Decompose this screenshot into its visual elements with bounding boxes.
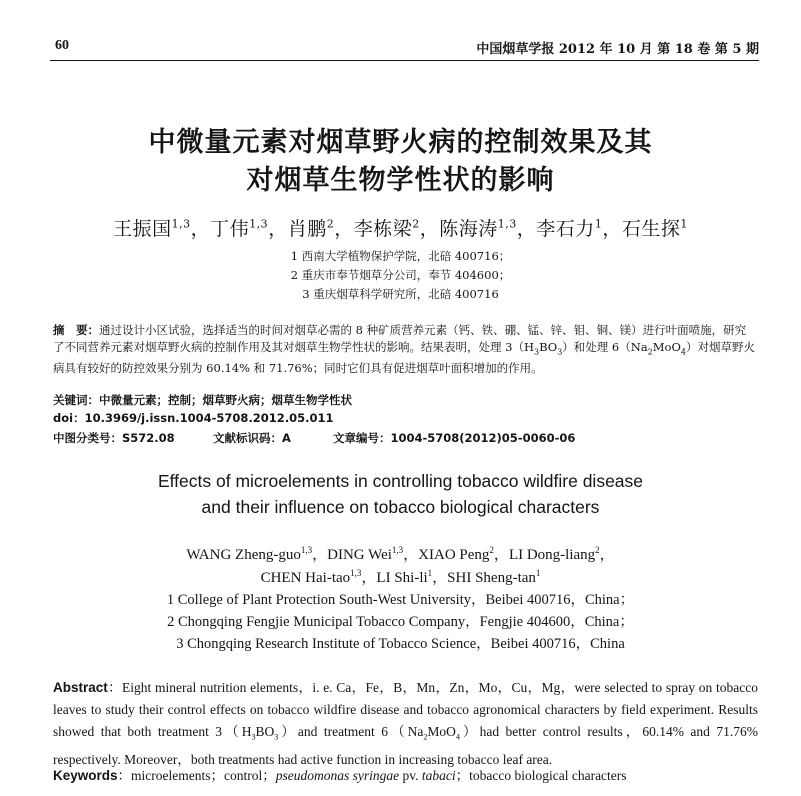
- abstract-en-label: Abstract: [53, 680, 108, 695]
- author-name: 陈海涛: [439, 218, 498, 240]
- author-separator: ，: [599, 547, 615, 563]
- doi: doi：10.3969/j.issn.1004-5708.2012.05.011: [53, 411, 334, 425]
- authors-cn: [0, 214, 801, 241]
- keywords-en-sep: ：: [117, 768, 132, 783]
- abstract-cn-label: 摘 要：: [53, 323, 99, 337]
- keywords-en: [53, 765, 758, 787]
- author-affiliation-mark: 1,3: [350, 568, 362, 578]
- author-name: LI Shi-li: [376, 570, 428, 586]
- document-code: 文献标识码：A: [213, 431, 291, 445]
- abstract-en-text-c: ）and treatment 6（Na: [278, 724, 424, 739]
- author-affiliation-mark: 1: [427, 568, 433, 578]
- author-separator: ，: [334, 218, 354, 240]
- affiliation-en-2: 2 Chongqing Fengjie Municipal Tobacco Company，Fengjie 404600，China；: [167, 614, 634, 630]
- author-affiliation-mark: 1: [594, 217, 603, 231]
- keywords-en-label: Keywords: [53, 768, 118, 783]
- title-cn-line2: 对烟草生物学性状的影响: [246, 165, 555, 196]
- author-name: CHEN Hai-tao: [260, 570, 351, 586]
- clc-number: 中图分类号：S572.08: [53, 431, 175, 445]
- author-name: 李栋梁: [353, 218, 413, 240]
- author-name: SHI Sheng-tan: [447, 570, 536, 586]
- affiliation-cn-2: 2 重庆市奉节烟草分公司，奉节 404600；: [290, 268, 511, 282]
- author-affiliation-mark: 2: [326, 217, 335, 231]
- authors-en-line2: [0, 566, 801, 587]
- affiliation-cn-3: 3 重庆烟草科学研究所，北碚 400716: [302, 287, 499, 301]
- page-number: 60: [55, 38, 69, 53]
- abstract-en-text-b: BO: [255, 724, 275, 739]
- author-separator: ，: [190, 218, 211, 240]
- author-affiliation-mark: 1,3: [249, 217, 269, 231]
- running-header: [55, 36, 759, 56]
- keywords-en-text-c: ；tobacco biological characters: [455, 768, 627, 783]
- sub: 3: [251, 732, 256, 742]
- article-number: 文章编号：1004-5708(2012)05-0060-06: [333, 431, 576, 445]
- abstract-cn: [53, 322, 757, 377]
- author-affiliation-mark: 1,3: [391, 545, 404, 555]
- abstract-cn-text-a: 通过设计小区试验，选择适当的时间对烟草必需的 8 种矿质营养元素（钙、铁、硼、锰、锌、钼、铜、镁）进行叶面喷施，研究了不同营养元素对烟草野火病的控制作用及其对烟草生物学性状的影响。结果表明，处理 3（H: [53, 323, 747, 354]
- abstract-en-sep: ：: [107, 680, 122, 695]
- author-separator: ，: [361, 570, 377, 586]
- abstract-cn-text-e: ）对烟草野火病具有较好的防控效果分别为 60.14% 和 71.76%；同时它们具有促进烟草叶面积增加的作用。: [53, 340, 755, 376]
- sub: 3: [534, 347, 540, 357]
- author-affiliation-mark: 1,3: [171, 217, 191, 231]
- author-affiliation-mark: 1: [680, 217, 688, 231]
- abstract-cn-text-d: MoO: [652, 340, 681, 354]
- author-separator: ，: [312, 547, 328, 563]
- keywords-en-text-b: pv.: [399, 768, 422, 783]
- author-affiliation-mark: 2: [595, 545, 600, 555]
- author-name: LI Dong-liang: [508, 547, 596, 563]
- sub: 2: [647, 347, 653, 357]
- sub: 4: [680, 347, 686, 357]
- author-separator: ，: [602, 218, 622, 240]
- abstract-en-text-d: MoO: [427, 724, 456, 739]
- author-separator: ，: [516, 218, 537, 240]
- affiliation-cn-1: 1 西南大学植物保护学院，北碚 400716；: [290, 249, 511, 263]
- author-separator: ，: [493, 547, 509, 563]
- abstract-en-text-e: ）had better control results，60.14% and 71.76% respectively. Moreover，both treatments had active function in increasing tobacco leaf area.: [53, 724, 758, 767]
- keywords-cn-text: 中微量元素；控制；烟草野火病；烟草生物学性状: [99, 393, 352, 407]
- author-name: 肖鹏: [287, 218, 327, 240]
- author-affiliation-mark: 1,3: [300, 545, 313, 555]
- abstract-cn-text-c: ）和处理 6（Na: [562, 340, 648, 354]
- author-name: DING Wei: [327, 547, 392, 563]
- sub: 3: [557, 347, 563, 357]
- header-rule: [50, 60, 759, 61]
- keywords-en-italic-1: pseudomonas syringae: [275, 768, 400, 783]
- title-en-line1: Effects of microelements in controlling tobacco wildfire disease: [157, 471, 644, 491]
- author-name: 王振国: [113, 218, 172, 240]
- author-name: XIAO Peng: [418, 547, 490, 563]
- abstract-en-text-a: Eight mineral nutrition elements，i. e. Ca，Fe，B，Mn，Zn，Mo，Cu，Mg，were selected to spray on tobacco leaves to study their control effects on tobacco wildfire disease and tobacco agronomical characters by field experiment. Results showed that both treatment 3（H: [53, 680, 759, 739]
- author-name: 丁伟: [210, 218, 250, 240]
- keywords-en-text-a: microelements；control；: [131, 768, 276, 783]
- author-separator: ，: [268, 218, 288, 240]
- affiliation-en-3: 3 Chongqing Research Institute of Tobacco Science，Beibei 400716，China: [176, 636, 625, 652]
- author-name: WANG Zheng-guo: [186, 547, 301, 563]
- keywords-en-italic-2: tabaci: [421, 768, 456, 783]
- author-affiliation-mark: 1: [535, 568, 541, 578]
- title-cn-line1: 中微量元素对烟草野火病的控制效果及其: [148, 127, 653, 158]
- author-name: 李石力: [536, 218, 595, 240]
- keywords-cn: [53, 392, 757, 409]
- author-separator: ，: [403, 547, 419, 563]
- title-en-line2: and their influence on tobacco biological characters: [201, 497, 600, 517]
- author-name: 石生探: [621, 218, 681, 240]
- author-affiliation-mark: 1,3: [497, 217, 517, 231]
- journal-info: 中国烟草学报 2012 年 10 月 第 18 卷 第 5 期: [476, 42, 759, 57]
- sub: 3: [274, 732, 279, 742]
- keywords-cn-label: 关键词：: [53, 393, 99, 407]
- sub: 4: [455, 732, 460, 742]
- author-separator: ，: [419, 218, 440, 240]
- author-affiliation-mark: 2: [489, 545, 494, 555]
- sub: 2: [423, 732, 428, 742]
- author-separator: ，: [432, 570, 448, 586]
- abstract-cn-text-b: BO: [539, 340, 558, 354]
- author-affiliation-mark: 2: [412, 217, 420, 231]
- abstract-en: [53, 677, 758, 771]
- authors-en-line1: [0, 543, 801, 564]
- affiliation-en-1: 1 College of Plant Protection South-West University，Beibei 400716，China；: [166, 592, 635, 608]
